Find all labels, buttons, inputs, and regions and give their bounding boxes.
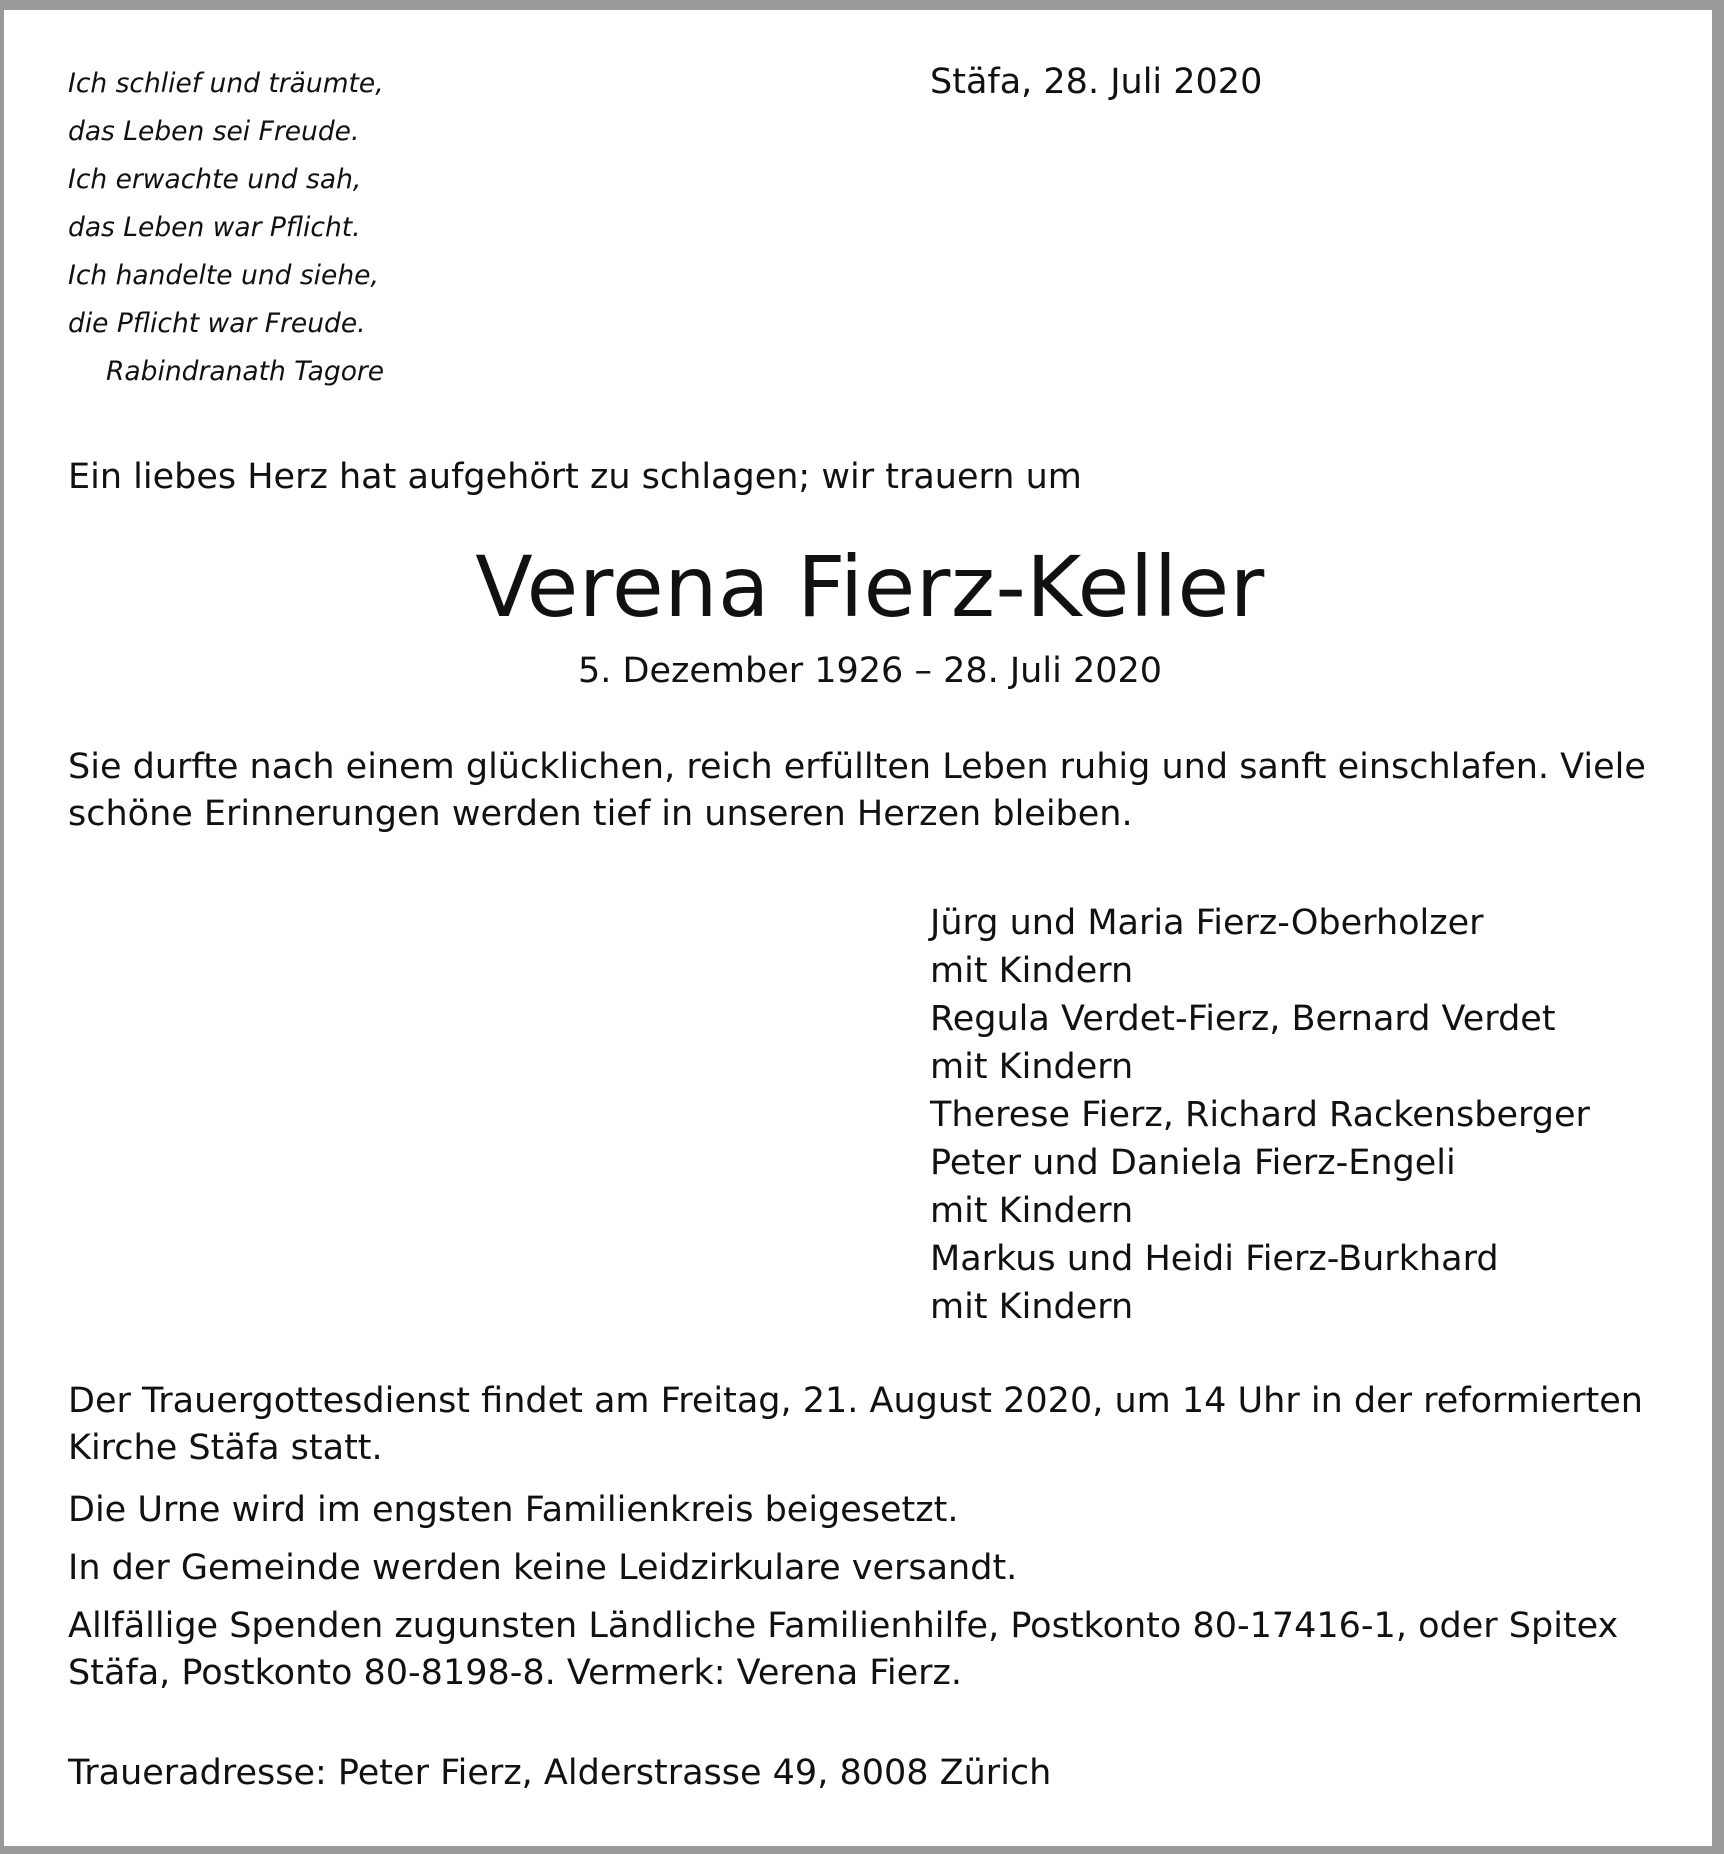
mourner-entry: Markus und Heidi Fierz-Burkhard <box>930 1239 1499 1279</box>
donations-paragraph <box>68 1603 1668 1697</box>
mourner-entry: mit Kindern <box>930 1047 1134 1087</box>
poem-line: das Leben war Pflicht. <box>68 212 361 243</box>
circulars-paragraph <box>68 1545 1668 1592</box>
mourner-entry: mit Kindern <box>930 1287 1134 1327</box>
mourner-entry: mit Kindern <box>930 951 1134 991</box>
donations-line: Allfällige Spenden zugunsten Ländliche Familienhilfe, Postkonto 80-17416-1, oder Spitex <box>68 1606 1619 1646</box>
intro-text: Ein liebes Herz hat aufgehört zu schlagen; wir trauern um <box>68 457 1082 497</box>
poem-line: Ich erwachte und sah, <box>68 164 362 195</box>
poem-line: die Pflicht war Freude. <box>68 308 366 339</box>
service-paragraph <box>68 1378 1668 1472</box>
mourners-list <box>930 899 1590 1331</box>
tribute-line: Sie durfte nach einem glücklichen, reich erfüllten Leben ruhig und sanft einschlafen. Viele <box>68 747 1646 787</box>
poem-author: Rabindranath Tagore <box>106 356 385 387</box>
mourner-entry: Regula Verdet-Fierz, Bernard Verdet <box>930 999 1556 1039</box>
lifespan-dates: 5. Dezember 1926 – 28. Juli 2020 <box>577 651 1163 691</box>
deceased-name: Verena Fierz-Keller <box>475 538 1265 636</box>
mourner-entry: Jürg und Maria Fierz-Oberholzer <box>930 903 1484 943</box>
mourner-entry: Peter und Daniela Fierz-Engeli <box>930 1143 1456 1183</box>
donations-line: Stäfa, Postkonto 80-8198-8. Vermerk: Verena Fierz. <box>68 1653 963 1693</box>
urn-paragraph <box>68 1487 1668 1534</box>
tribute-line: schöne Erinnerungen werden tief in unseren Herzen bleiben. <box>68 794 1133 834</box>
tribute-paragraph <box>68 744 1668 838</box>
circulars-line: In der Gemeinde werden keine Leidzirkulare versandt. <box>68 1548 1018 1588</box>
mourning-address: Traueradresse: Peter Fierz, Alderstrasse 49, 8008 Zürich <box>68 1753 1052 1793</box>
place-date: Stäfa, 28. Juli 2020 <box>930 62 1263 102</box>
mourner-entry: mit Kindern <box>930 1191 1134 1231</box>
urn-line: Die Urne wird im engsten Familienkreis beigesetzt. <box>68 1490 959 1530</box>
poem-line: Ich schlief und träumte, <box>68 68 384 99</box>
service-line: Kirche Stäfa statt. <box>68 1428 383 1468</box>
poem-line: Ich handelte und siehe, <box>68 260 379 291</box>
service-line: Der Trauergottesdienst findet am Freitag, 21. August 2020, um 14 Uhr in der reformierten <box>68 1381 1643 1421</box>
poem-block <box>68 60 384 396</box>
poem-line: das Leben sei Freude. <box>68 116 360 147</box>
mourner-entry: Therese Fierz, Richard Rackensberger <box>930 1095 1590 1135</box>
